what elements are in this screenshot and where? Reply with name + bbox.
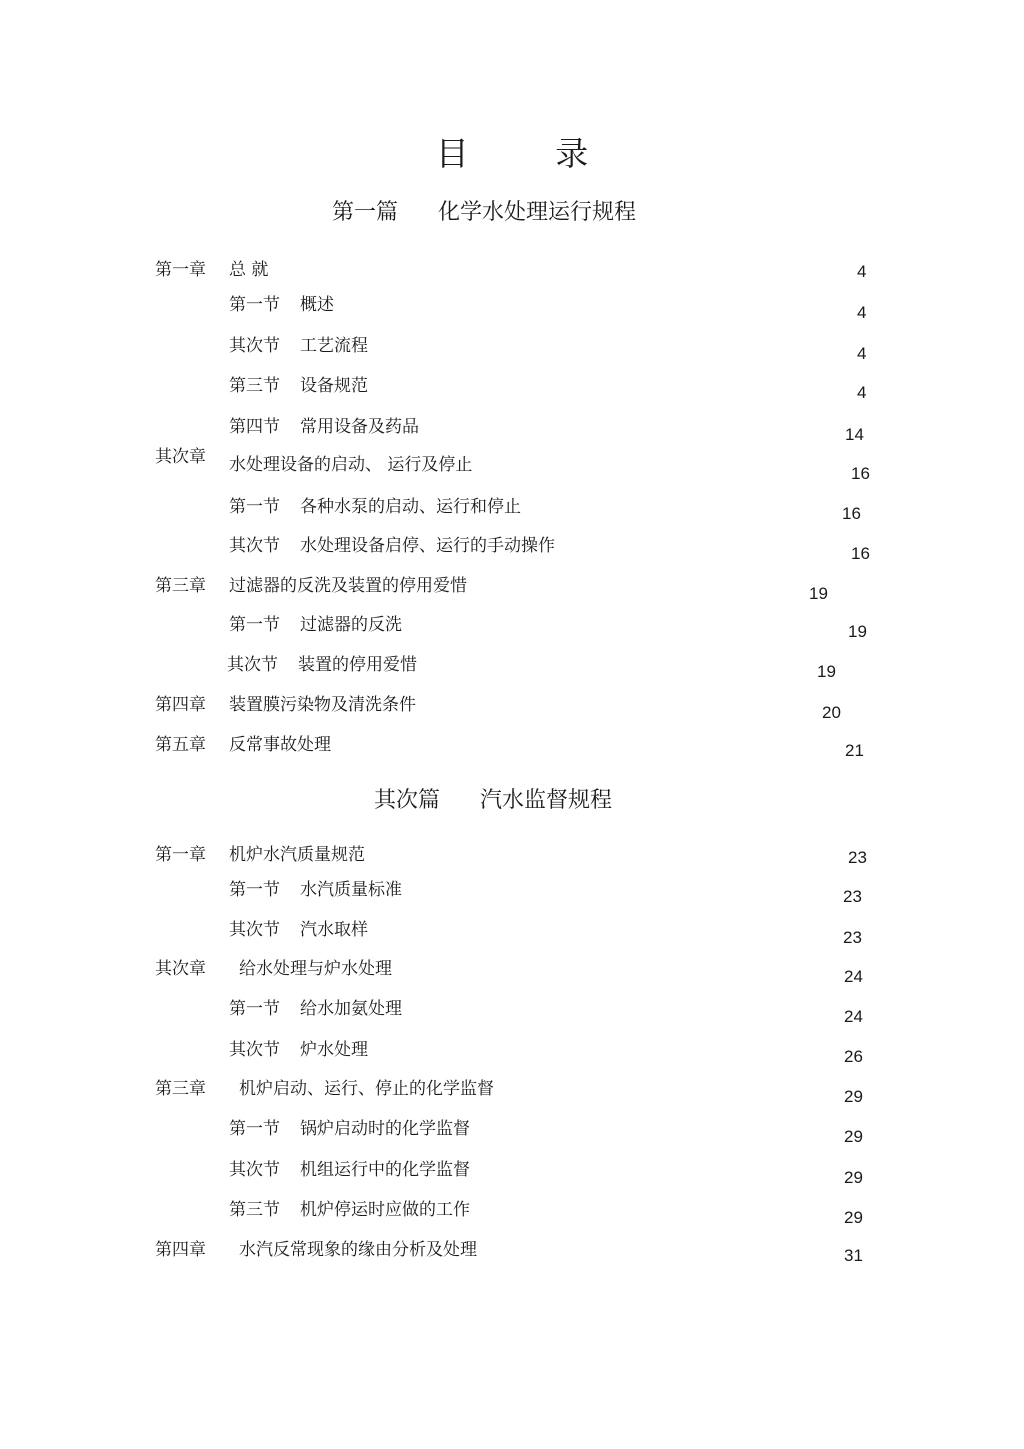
entry-text: 反常事故处理 — [229, 735, 331, 755]
entry-text: 给水处理与炉水处理 — [239, 959, 392, 979]
page-number: 29 — [844, 1087, 863, 1106]
section-label: 第一节 — [229, 615, 280, 635]
page-number: 4 — [857, 344, 867, 363]
page-number: 29 — [844, 1127, 863, 1146]
page-number: 26 — [844, 1047, 863, 1066]
entry-text: 设备规范 — [300, 376, 368, 396]
entry-text: 给水加氨处理 — [300, 999, 402, 1019]
part-title: 汽水监督规程 — [480, 788, 613, 813]
page-number: 23 — [843, 887, 862, 906]
section-label: 第一节 — [229, 880, 280, 900]
entry-text: 常用设备及药品 — [300, 417, 419, 437]
entry-text: 炉水处理 — [300, 1040, 368, 1060]
entry-text: 水处理设备启停、运行的手动操作 — [300, 536, 555, 556]
part-title: 化学水处理运行规程 — [438, 200, 637, 225]
entry-text: 装置的停用爱惜 — [298, 655, 417, 675]
page-number: 20 — [822, 703, 841, 722]
entry-text: 水汽反常现象的缘由分析及处理 — [239, 1240, 477, 1260]
page-number: 23 — [848, 848, 867, 867]
part-label: 其次篇 — [374, 788, 441, 813]
part-heading — [332, 199, 636, 227]
page-number: 23 — [843, 928, 862, 947]
part-heading — [374, 787, 612, 815]
page-number: 19 — [817, 662, 836, 681]
entry-text: 机炉水汽质量规范 — [229, 845, 365, 865]
page-number: 16 — [842, 504, 861, 523]
page-number: 4 — [857, 383, 867, 402]
page-number: 31 — [844, 1246, 863, 1265]
section-label: 第一节 — [229, 295, 280, 315]
chapter-label: 第一章 — [155, 845, 206, 865]
page-number: 29 — [844, 1168, 863, 1187]
chapter-label: 其次章 — [155, 959, 206, 979]
page-number: 19 — [809, 584, 828, 603]
entry-text: 装置膜污染物及清洗条件 — [229, 695, 416, 715]
chapter-label: 第四章 — [155, 1240, 206, 1260]
section-label: 其次节 — [229, 920, 280, 940]
entry-text: 水处理设备的启动、 运行及停止 — [229, 455, 473, 475]
entry-text: 工艺流程 — [300, 336, 368, 356]
section-label: 第一节 — [229, 497, 280, 517]
section-label: 其次节 — [229, 336, 280, 356]
chapter-label: 第一章 — [155, 260, 206, 280]
entry-text: 总 就 — [229, 260, 269, 280]
entry-text: 过滤器的反洗 — [300, 615, 402, 635]
section-label: 其次节 — [229, 1160, 280, 1180]
page-number: 21 — [845, 741, 864, 760]
toc-title: 目 录 — [435, 134, 627, 173]
chapter-label: 第五章 — [155, 735, 206, 755]
entry-text: 水汽质量标准 — [300, 880, 402, 900]
chapter-label: 其次章 — [155, 447, 206, 467]
entry-text: 机炉启动、运行、停止的化学监督 — [239, 1079, 494, 1099]
entry-text: 概述 — [300, 295, 334, 315]
part-label: 第一篇 — [332, 200, 399, 225]
chapter-label: 第四章 — [155, 695, 206, 715]
section-label: 第一节 — [229, 999, 280, 1019]
section-label: 第三节 — [229, 376, 280, 396]
chapter-label: 第三章 — [155, 576, 206, 596]
section-label: 第三节 — [229, 1200, 280, 1220]
entry-text: 各种水泵的启动、运行和停止 — [300, 497, 521, 517]
section-label: 其次节 — [229, 1040, 280, 1060]
chapter-label: 第三章 — [155, 1079, 206, 1099]
entry-text: 过滤器的反洗及装置的停用爱惜 — [229, 576, 467, 596]
section-label: 其次节 — [227, 655, 278, 675]
page-number: 16 — [851, 464, 870, 483]
entry-text: 汽水取样 — [300, 920, 368, 940]
page-number: 24 — [844, 1007, 863, 1026]
entry-text: 锅炉启动时的化学监督 — [300, 1119, 470, 1139]
page-number: 24 — [844, 967, 863, 986]
entry-text: 机组运行中的化学监督 — [300, 1160, 470, 1180]
section-label: 第一节 — [229, 1119, 280, 1139]
page-number: 19 — [848, 622, 867, 641]
page-number: 14 — [845, 425, 864, 444]
page-number: 29 — [844, 1208, 863, 1227]
entry-text: 机炉停运时应做的工作 — [300, 1200, 470, 1220]
page-number: 4 — [857, 262, 867, 281]
page-number: 16 — [851, 544, 870, 563]
page-number: 4 — [857, 303, 867, 322]
section-label: 第四节 — [229, 417, 280, 437]
section-label: 其次节 — [229, 536, 280, 556]
